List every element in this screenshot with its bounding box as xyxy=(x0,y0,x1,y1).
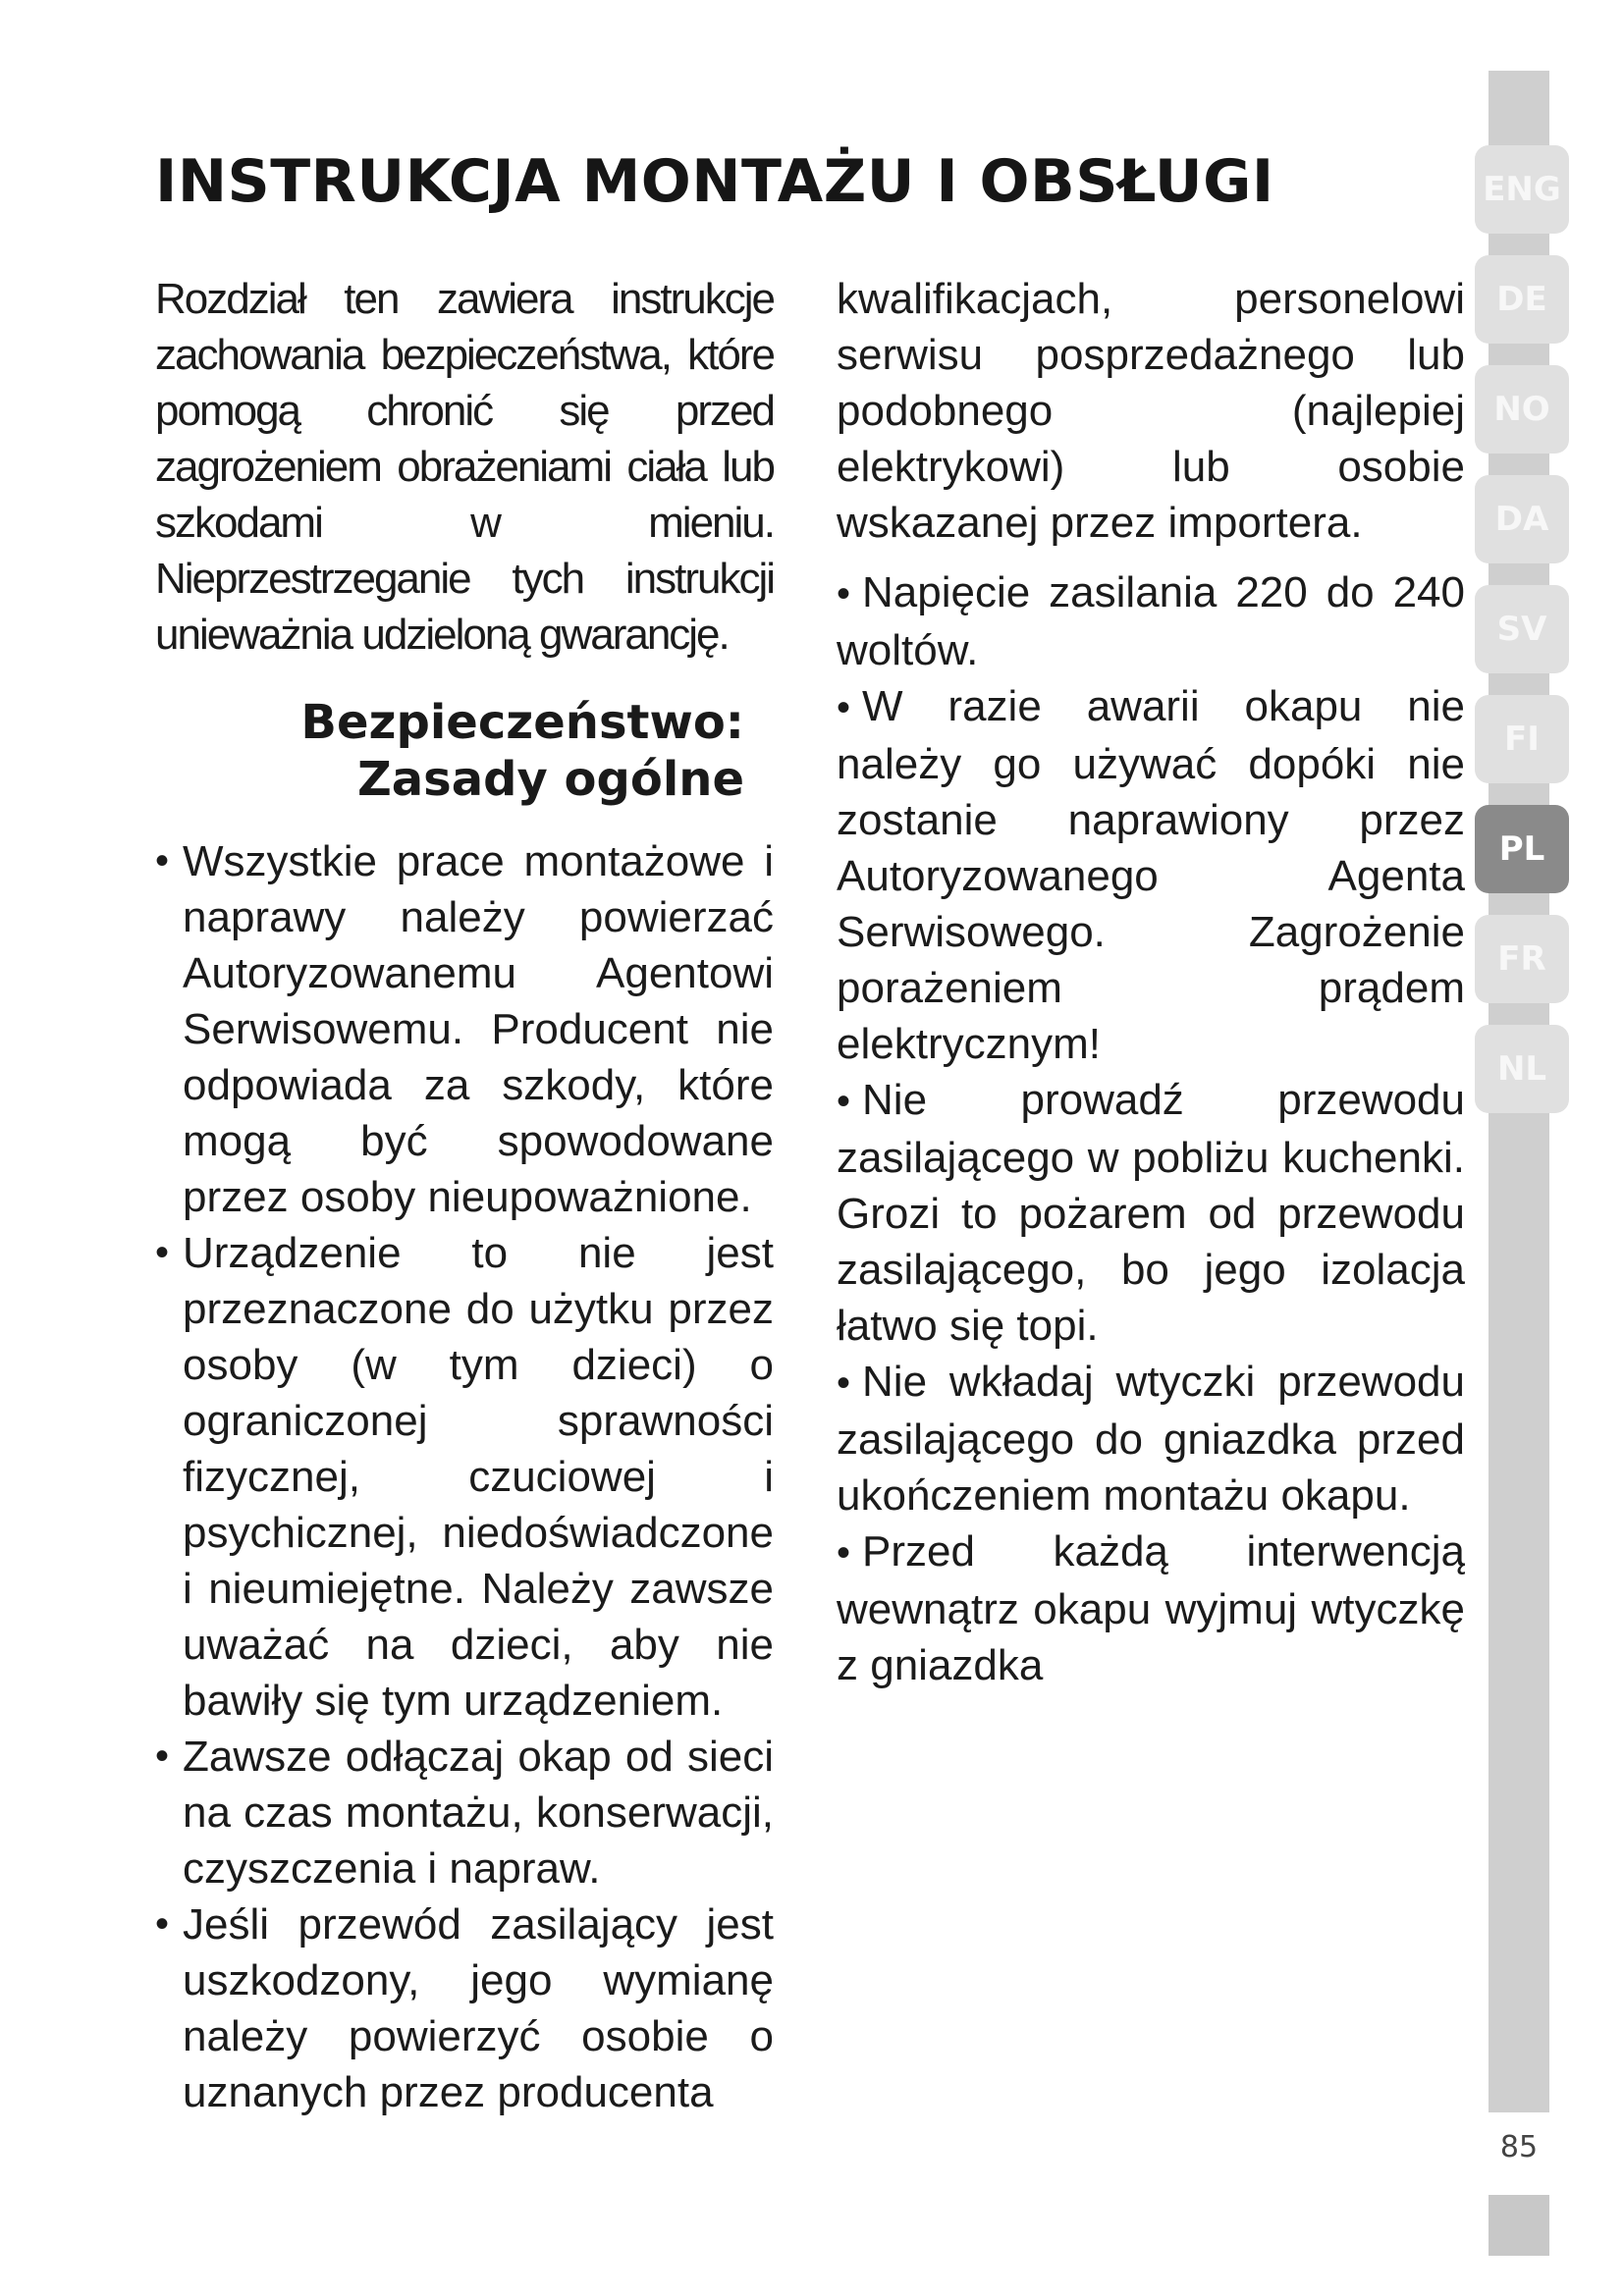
tab-lang-fi[interactable]: FI xyxy=(1475,695,1569,783)
bullet-icon: • xyxy=(837,1080,851,1123)
tab-lang-pl[interactable]: PL xyxy=(1475,805,1569,893)
safety-bullet-plug-in xyxy=(837,1354,1465,1523)
section-heading-line-1: Bezpieczeństwo: xyxy=(300,695,744,750)
intro-paragraph: Rozdział ten zawiera instrukcje zachowania bezpieczeństwa, które pomogą chronić się przed zagrożeniem obrażeniami ciała lub szkodami w mieniu. Nieprzestrzeganie tych instrukcji unieważnia udzieloną gwarancję. xyxy=(155,275,774,659)
safety-bullet-unplug xyxy=(837,1523,1465,1693)
side-bar-footer-block xyxy=(1489,2195,1549,2256)
section-heading-line-2: Zasady ogólne xyxy=(356,752,744,807)
tab-lang-eng[interactable]: ENG xyxy=(1475,145,1569,234)
bullet-text: Nie prowadź przewodu zasilającego w pobliżu kuchenki. Grozi to pożarem od przewodu zasilającego, bo jego izolacja łatwo się topi. xyxy=(837,1076,1465,1350)
page-title: INSTRUKCJA MONTAŻU I OBSŁUGI xyxy=(155,147,1274,216)
tab-lang-fr[interactable]: FR xyxy=(1475,915,1569,1003)
safety-bullet-disconnect: • Zawsze odłączaj okap od sieci na czas montażu, konserwacji, czyszczenia i napraw. xyxy=(155,1729,774,1896)
bullet-text: Przed każdą interwencją wewnątrz okapu wyjmuj wtyczkę z gniazdka xyxy=(837,1527,1465,1689)
bullet-icon: • xyxy=(837,572,851,615)
safety-bullet-installation: • Wszystkie prace montażowe i naprawy należy powierzać Autoryzowanemu Agentowi Serwisowemu. Producent nie odpowiada za szkody, które mogą być spowodowane przez osoby nieupoważnione. xyxy=(155,833,774,1225)
right-column xyxy=(837,271,1465,1693)
section-heading xyxy=(155,694,744,808)
page-number: 85 xyxy=(1499,2130,1539,2164)
bullet-icon: • xyxy=(837,686,851,729)
safety-bullet-cable-routing xyxy=(837,1072,1465,1354)
safety-bullet-restricted-users: • Urządzenie to nie jest przeznaczone do użytku przez osoby (w tym dzieci) o ograniczonej sprawności fizycznej, czuciowej i psychicznej, niedoświadczone i nieumiejętne. Należy zawsze uważać na dzieci, aby nie bawiły się tym urządzeniem. xyxy=(155,1225,774,1729)
tab-lang-da[interactable]: DA xyxy=(1475,475,1569,563)
tab-lang-sv[interactable]: SV xyxy=(1475,585,1569,673)
safety-bullet-voltage xyxy=(837,564,1465,678)
bullet-icon: • xyxy=(837,1531,851,1575)
safety-bullet-malfunction xyxy=(837,678,1465,1072)
continuation-paragraph: kwalifikacjach, personelowi serwisu posprzedażnego lub podobnego (najlepiej elektrykowi) lub osobie wskazanej przez importera. xyxy=(837,275,1465,547)
left-column xyxy=(155,271,774,2120)
bullet-text: W razie awarii okapu nie należy go używać dopóki nie zostanie naprawiony przez Autoryzowanego Agenta Serwisowego. Zagrożenie porażeniem prądem elektrycznym! xyxy=(837,682,1465,1068)
bullet-text: Nie wkładaj wtyczki przewodu zasilającego do gniazdka przed ukończeniem montażu okapu. xyxy=(837,1358,1465,1520)
bullet-text: Napięcie zasilania 220 do 240 woltów. xyxy=(837,568,1465,674)
tab-lang-de[interactable]: DE xyxy=(1475,255,1569,344)
bullet-icon: • xyxy=(837,1362,851,1405)
safety-bullet-damaged-cable: • Jeśli przewód zasilający jest uszkodzony, jego wymianę należy powierzyć osobie o uznanych przez producenta xyxy=(155,1896,774,2120)
tab-lang-nl[interactable]: NL xyxy=(1475,1025,1569,1113)
tab-lang-no[interactable]: NO xyxy=(1475,365,1569,454)
